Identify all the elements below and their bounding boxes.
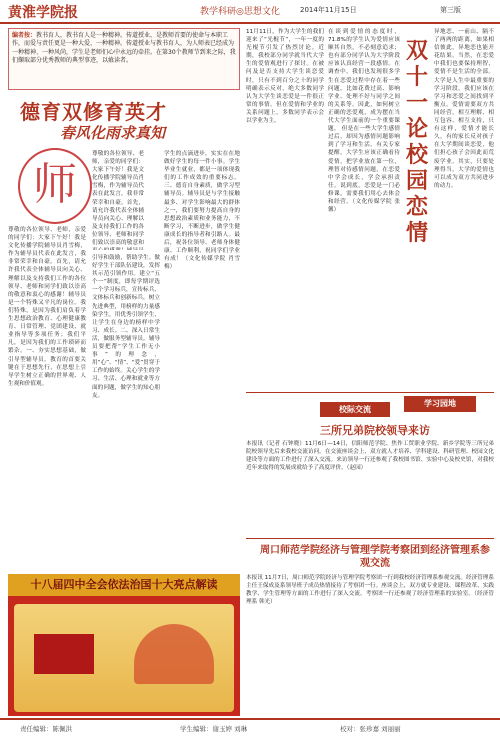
page-number: 第三版 (440, 6, 461, 14)
center-col-b: 在谈到爱情的态度时，71.8%的学生认为爱情应该顺其自然，不必刻意追求；也有部分同学认为大学阶段应该认真经营一段感情。在调查中，我们也发现很多学生在恋爱过程中存在着一些问题，比如花费过高、影响学业、处理不好与同学之间的关系等。因此，如何树立正确的恋爱观，成为摆在当代大学生面前的一个重要课题。 (328, 29, 400, 133)
editor-note-text: 教书育人，教书育人是一种精神。传道授业，是教师首要的使命与本职工作，而爱与责任更是一种大爱、一种精神。传道授业与教书育人，为人师表已经成为一种精神、一种风尚，学生是老师们心中永远的牵挂。在第30个教师节到来之际，我们撷取部分优秀教师的典型事迹，以飨读者。 (12, 32, 236, 65)
feature-col1-text: 尊敬的各位领导、老师，亲爱的同学们：大家下午好！我是文化传播学院辅导员肖雪梅，作为辅导员代表在此发言，我非常荣幸和自豪。首先，请允许我代表全体辅导员向关心、理解以及支持我们工作的各位领导、老师和同学们致以崇高的敬意和 (92, 151, 144, 247)
feature-subtitle: 春风化雨求真知 (60, 124, 166, 142)
campus-tag: 校际交流 (320, 402, 390, 417)
article2-body (246, 440, 494, 532)
page-header (0, 0, 500, 24)
footer-review: 校对：张珍嘉 刘丽丽 (340, 725, 401, 733)
feature-col3-text: 学生的点滴进步，实实在在地做好学生的每一件小事。学生毕业生就业，都是一项体现我们的工作成效的重要标志。三、德育自身素质，做学习型辅导员。辅导员是与学生接触最多、对学生影响最大的群体之一，我们要努力提高自身的思想政治素质和业务能力，不断学习，不断进步，做学生健康成长的指导者和引路人。最后，祝各位领导、老师身体健康、工作顺利，祝同学们学业有成！（文化传媒学院 肖雪梅） (164, 151, 240, 271)
feature-col-1 (8, 226, 86, 570)
page-footer (0, 718, 500, 736)
article2-text: 本报讯（记者 石钟晓）11月6日—14日，信阳师范学院、焦作工贸职业学院、新乡学院等三所兄弟院校领导先后来我校交流访问。在交流座谈会上，双方就人才培养、学科建设、科研管理、校园文化建设等方面的工作进行了深入交流。来访领导一行还参观了我校图书馆、实验中心及校史馆，对我校近年来取得的发展成就给予了高度评价。（赵园） (246, 441, 494, 472)
editor-note (8, 28, 240, 90)
masthead: 黄淮学院报 (8, 5, 78, 21)
rule-of-law-banner (8, 574, 240, 716)
divider (246, 538, 494, 539)
center-intro: 11月11日，作为大学生的我们迎来了“光棍节”，一年一度的光棍节引发了热烈讨论。近期，我校部分同学就当代大学生的爱情观进行了探讨。在被问及是否支持大学生谈恋爱时，只有不到百分之十的同学明确表示反对，绝大多数同学认为大学生谈恋爱是一件很正常的事情。但在爱情和学业的关系问题上，多数同学表示会以学业为主。 (246, 29, 324, 125)
teacher-seal-icon: 师 (18, 148, 92, 224)
section-title: 教学科研◎思想文化 (200, 7, 280, 17)
center-col-1 (246, 28, 324, 388)
column-tag: 学习园地 (404, 396, 476, 412)
article3-text: 本报讯 11月7日，周口师范学院经济与管理学院考察团一行到我校经济管理系参观交流。经济管理系主任王保成及系领导班子成员热情接待了考察团一行。座谈会上，双方就专业建设、课程改革、实践教学、学生管理等方面的工作进行了深入交流。考察团一行还参观了经济管理系的实验室。（经济管理系 韩光） (246, 575, 494, 606)
article3-body (246, 574, 494, 714)
footer-proof: 学生编辑：谢玉婷 刘琳 (180, 725, 248, 733)
article3-title: 周口师范学院经济与管理学院考察团到经济管理系参观交流 (260, 545, 490, 569)
editor-note-label: 编者按： (12, 32, 37, 39)
divider (246, 392, 494, 393)
right-vertical-title: 双十一论校园恋情 (405, 38, 428, 246)
feature-title: 德育双修育英才 (20, 100, 167, 124)
feature-col1b-text: 尊敬的各位领导、老师，亲爱的同学们：大家下午好！我是文化传播学院辅导员肖雪梅，作为辅导员代表在此发言，我非常荣幸和自豪。首先，请允许我代表全体辅导员向关心、理解以及支持我们工作的各位领导、老师和同学们致以崇高的敬意和衷心的感谢！辅导员是一个特殊又平凡的岗位。我们特殊，是因为我们肩负着学生思想政治教育、心理健康教育、日常管理、党团建设、就业指导等多项任务；我们平凡，是因为我们的工作琐碎而繁杂。一、夯实思想基础，做引导型辅导员。教育的首要关键在于思想先行，在思想上引导学生树立正确的世界观、人生观和价值观。 (8, 227, 86, 387)
issue-date: 2014年11月15日 (300, 6, 357, 14)
banner-illustration (14, 604, 234, 712)
center-col-c: 但是在一些大学生感情过后，却因为感情问题影响到了学习和生活。有关专家提醒，大学生应该正确看待爱情，把学业放在第一位，理智对待感情问题，在恋爱中学会成长，学会承担责任。说到底，恋爱是一门必修课，需要我们用心去体会和经营。（文化传媒学院 张馨） (328, 126, 400, 214)
right-col-text: 异地恋、一前山、隔不了两两的距离，如果相信彼此，异地恋也能开花结果。当然，在恋爱中我们也要保持理智，爱情不是生活的全部。大学是人生中最重要的学习阶段，我们应该在学习和恋爱之间找到平衡点。爱情需要双方共同经营，相互理解、相互包容、相互支持，只有这样，爱情才能长久。有的家长反对孩子在大学期间谈恋爱，他们担心孩子会因此而荒废学业。其实，只要处理得当，大学的爱情也可以成为双方共同进步的动力。 (434, 29, 494, 189)
feature-col-0 (92, 150, 144, 250)
flag-icon (34, 634, 94, 674)
center-col-2 (328, 28, 400, 388)
banner-title: 十八届四中全会依法治国十大亮点解读 (8, 574, 240, 596)
article2-title: 三所兄弟院校领导来访 (320, 424, 430, 437)
feature-col2-text: 引导和鼓励，帮助学生。做好学生干部队伍建设，发挥其示范引领作用。建立“五个一”制度，即每学期评选一个学习标兵，宣传标兵、文体标兵和创新标兵，树立先进典型，用榜样的力量感染学生，用优秀引领学生，让学生在身边的榜样中学习、成长。二、深入日常生活，做服务型辅导员。辅导员要把帮“学生工作无小事”的理念，用“心”、“情”、“爱”贯穿于工作的始终。关心学生的学习、生活、心理和就业等方面的问题，做学生的知心朋友。 (92, 255, 160, 399)
feature-col-3 (164, 150, 240, 570)
feature-col-2 (92, 254, 160, 570)
footer-editor: 责任编辑：陈佩洪 (20, 725, 72, 733)
building-icon (134, 624, 214, 684)
right-col (434, 28, 494, 388)
